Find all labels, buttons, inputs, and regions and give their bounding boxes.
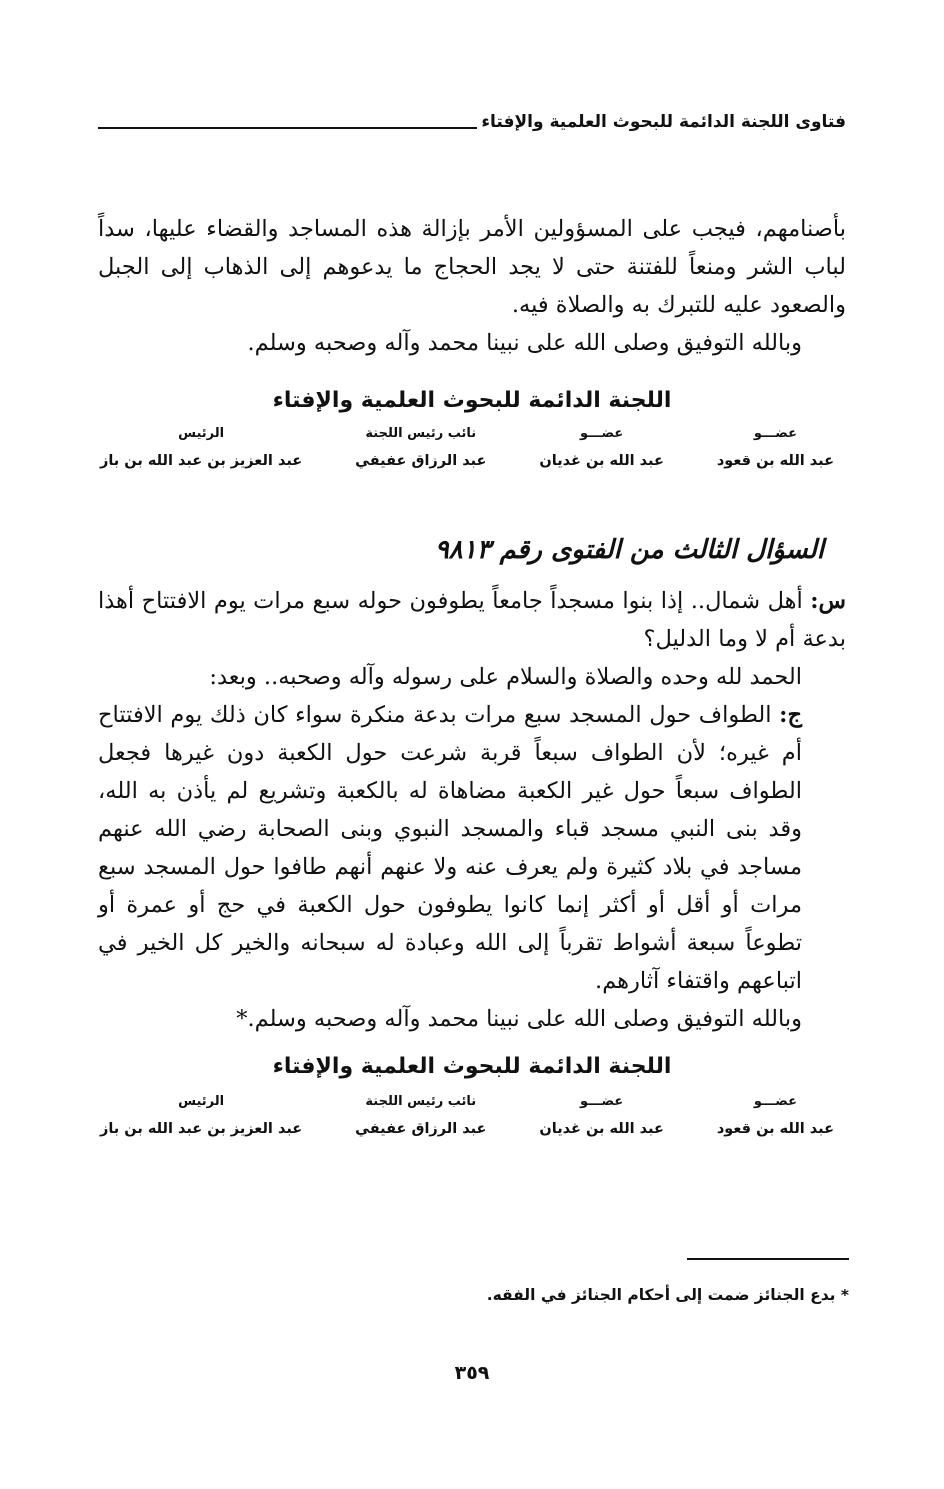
signature-member-1 <box>717 1092 834 1146</box>
signature-title: نائب رئيس اللجنة <box>365 426 477 441</box>
signature-title: عضـــو <box>580 426 624 441</box>
running-header-title: فتاوى اللجنة الدائمة للبحوث العلمية والإفتاء <box>481 112 846 132</box>
signature-chair <box>100 424 302 478</box>
signature-name: عبد الله بن غديان <box>539 1121 664 1137</box>
section2-body <box>98 582 846 1038</box>
footnote: * بدع الجنائز ضمت إلى أحكام الجنائز في الفقه. <box>486 1286 849 1304</box>
signature-vice-chair <box>355 1092 486 1146</box>
question-heading: السؤال الثالث من الفتوى رقم ٩٨١٣ <box>434 535 824 565</box>
signature-title: عضـــو <box>753 426 797 441</box>
section1-closing: وبالله التوفيق وصلى الله على نبينا محمد وآله وصحبه وسلم. <box>247 330 802 356</box>
running-header <box>98 103 846 133</box>
signature-name: عبد الله بن قعود <box>716 1121 834 1137</box>
signature-title: الرئيس <box>178 1094 225 1109</box>
praise-line: الحمد لله وحده والصلاة والسلام على رسوله وآله وصحبه.. وبعد: <box>209 664 802 690</box>
signature-title: عضـــو <box>753 1094 797 1109</box>
signature-name: عبد الرزاق عفيفي <box>355 453 487 469</box>
signature-name: عبد الله بن قعود <box>716 453 834 469</box>
section2-committee: اللجنة الدائمة للبحوث العلمية والإفتاء <box>272 1054 672 1079</box>
signature-member-2 <box>539 1092 664 1146</box>
signature-title: الرئيس <box>178 426 225 441</box>
signature-name: عبد الله بن غديان <box>539 453 664 469</box>
section1-paragraph: بأصنامهم، فيجب على المسؤولين الأمر بإزالة هذه المساجد والقضاء عليها، سداً لباب الشر ومنعاً للفتنة حتى لا يجد الحجاج ما يدعوهم إلى الذهاب إلى الجبل والصعود عليه للتبرك به والصلاة فيه. <box>98 216 846 318</box>
signature-vice-chair <box>355 424 486 478</box>
section1-committee: اللجنة الدائمة للبحوث العلمية والإفتاء <box>272 388 672 413</box>
section1-signatures <box>100 424 834 478</box>
section1-body <box>98 210 846 362</box>
signature-member-1 <box>717 424 834 478</box>
footnote-rule <box>687 1258 849 1260</box>
answer-paragraph <box>98 696 846 1000</box>
signature-member-2 <box>539 424 664 478</box>
question-label: س: <box>810 588 846 614</box>
page-number: ٣٥٩ <box>454 1362 490 1384</box>
signature-chair <box>100 1092 302 1146</box>
section2-signatures <box>100 1092 834 1146</box>
signature-name: عبد الرزاق عفيفي <box>355 1121 487 1137</box>
question-paragraph <box>98 582 846 658</box>
section2-closing: وبالله التوفيق وصلى الله على نبينا محمد وآله وصحبه وسلم.* <box>236 1006 802 1032</box>
signature-name: عبد العزيز بن عبد الله بن باز <box>100 1121 303 1137</box>
answer-label: ج: <box>779 702 803 728</box>
answer-text: الطواف حول المسجد سبع مرات بدعة منكرة سواء كان ذلك يوم الافتتاح أم غيره؛ لأن الطواف سبعاً قربة شرعت حول الكعبة دون غيرها فجعل الطواف سبعاً حول غير الكعبة مضاهاة له بالكعبة وتشريع لم يأذن به الله، وقد بنى النبي مسجد قباء والمسجد النبوي وبنى الصحابة رضي الله عنهم مساجد في بلاد كثيرة ولم يعرف عنه ولا عنهم أنهم طافوا حول المسجد سبع مرات أو أقل أو أكثر إنما كانوا يطوفون حول الكعبة في حج أو عمرة أو تطوعاً سبعة أشواط تقرباً إلى الله وعبادة له سبحانه والخير كل الخير في اتباعهم واقتفاء آثارهم. <box>98 702 802 994</box>
signature-title: نائب رئيس اللجنة <box>365 1094 477 1109</box>
signature-title: عضـــو <box>580 1094 624 1109</box>
header-rule <box>98 127 477 129</box>
question-text: أهل شمال.. إذا بنوا مسجداً جامعاً يطوفون حوله سبع مرات يوم الافتتاح أهذا بدعة أم لا وما الدليل؟ <box>98 588 846 652</box>
signature-name: عبد العزيز بن عبد الله بن باز <box>100 453 303 469</box>
